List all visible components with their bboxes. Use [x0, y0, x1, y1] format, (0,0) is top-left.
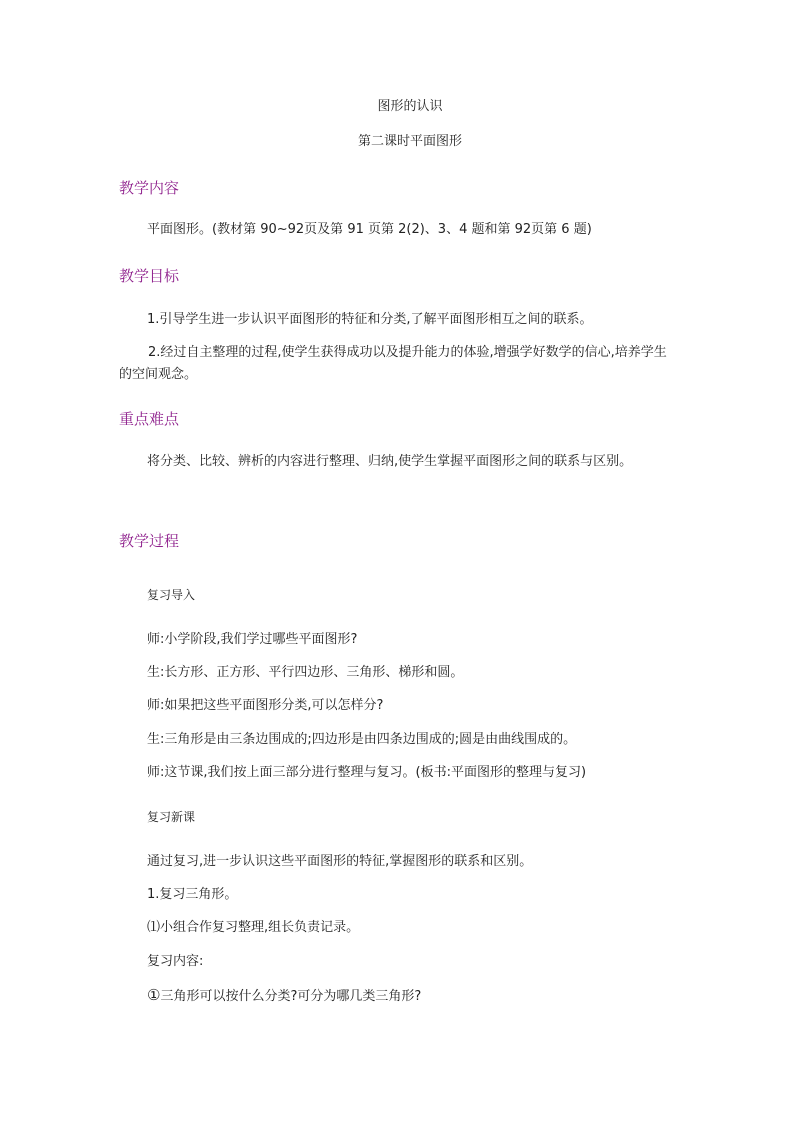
dialogue-line-2: 生:长方形、正方形、平行四边形、三角形、梯形和圆。 [147, 665, 464, 680]
key-points-text: 将分类、比较、辨析的内容进行整理、归纳,使学生掌握平面图形之间的联系与区别。 [147, 454, 633, 469]
heading-teaching-objectives: 教学目标 [119, 267, 180, 285]
body-line-10 [147, 986, 421, 1006]
body-line-7: 1.复习三角形。 [147, 887, 238, 902]
heading-teaching-content: 教学内容 [119, 179, 180, 197]
dialogue-line-1: 师:小学阶段,我们学过哪些平面图形? [147, 632, 358, 647]
document-title: 图形的认识 [377, 99, 443, 114]
heading-teaching-process: 教学过程 [119, 532, 180, 550]
objective-2: 2.经过自主整理的过程,使学生获得成功以及提升能力的体验,增强学好数学的信心,培养学生的空间观念。 [119, 345, 667, 382]
heading-key-points: 重点难点 [119, 410, 180, 428]
dialogue-line-5: 师:这节课,我们按上面三部分进行整理与复习。(板书:平面图形的整理与复习) [147, 765, 587, 780]
dialogue-line-3: 师:如果把这些平面图形分类,可以怎样分? [147, 698, 384, 713]
label-review-new: 复习新课 [147, 810, 196, 824]
label-review-intro: 复习导入 [147, 588, 196, 602]
dialogue-line-4: 生:三角形是由三条边围成的;四边形是由四条边围成的;圆是由曲线围成的。 [147, 732, 577, 747]
body-line-8: ⑴小组合作复习整理,组长负责记录。 [147, 920, 360, 935]
body-line-9: 复习内容: [147, 954, 204, 969]
objective-1: 1.引导学生进一步认识平面图形的特征和分类,了解平面图形相互之间的联系。 [147, 312, 593, 327]
circled-number-1: ① [147, 986, 161, 1004]
document-subtitle: 第二课时平面图形 [357, 134, 462, 149]
teaching-content-text: 平面图形。(教材第 90~92页及第 91 页第 2(2)、3、4 题和第 92页第 6 题) [147, 222, 592, 237]
body-line-10-text: 三角形可以按什么分类?可分为哪几类三角形? [160, 989, 422, 1004]
body-line-6: 通过复习,进一步认识这些平面图形的特征,掌握图形的联系和区别。 [147, 854, 533, 869]
